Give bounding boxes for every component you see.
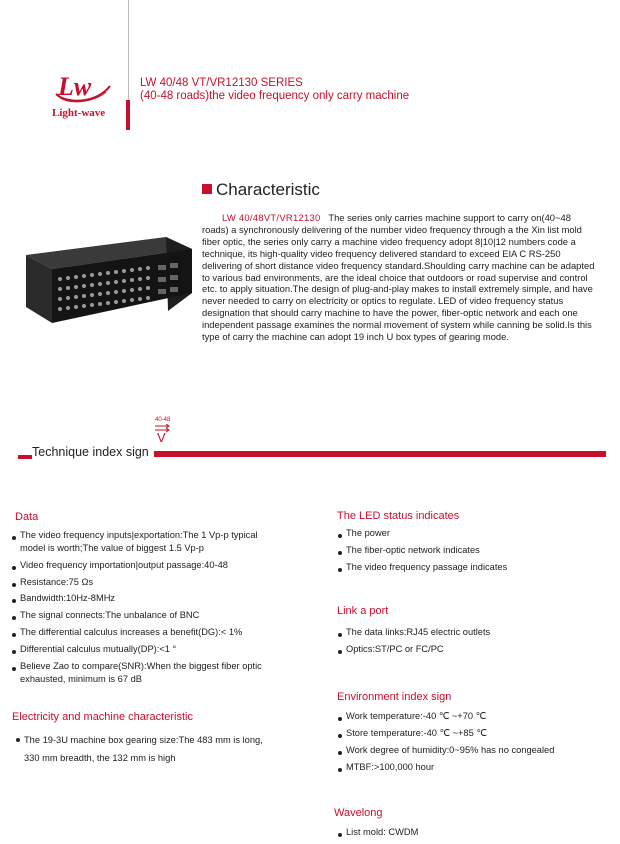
list-item: The 19-3U machine box gearing size:The 483 mm is long, 330 mm breadth, the 132 mm is high <box>16 731 306 767</box>
square-bullet-icon <box>202 184 212 194</box>
electricity-list <box>16 731 306 767</box>
list-item-continuation: model is worth;The value of biggest 1.5 Vp-p <box>20 543 204 553</box>
list-item: The differential calculus increases a benefit(DG):< 1% <box>12 626 302 639</box>
logo-name: Light-wave <box>52 107 106 119</box>
characteristic-heading <box>202 180 320 200</box>
list-item: Work degree of humidity:0~95% has no congealed <box>338 744 608 757</box>
wavelong-heading: Wavelong <box>334 807 383 819</box>
list-item-continuation: 330 mm breadth, the 132 mm is high <box>24 753 176 763</box>
list-item: The video frequency passage indicates <box>338 561 608 574</box>
list-item: The video frequency inputs|exportation:The 1 Vp-p typical model is worth;The value of biggest 1.5 Vp-p <box>12 529 302 555</box>
list-item: Believe Zao to compare(SNR):When the biggest fiber optic exhausted, minimum is 67 dB <box>12 660 302 686</box>
description-text: The series only carries machine support to carry on(40~48 roads) a synchronously delivering of the number video frequency through a the Xin list mold fiber optic, the series only carry a machine video frequency adopt 8|10|12 numbers code a technique, its high-quality video frequency delivered standard to exceed EIA C RS-250 delivering of short distance video frequency standard.Shoulding carry machine can be adapted to various bad environments, are the ideal choice that outdoors or road supervise and control etc. to apply situation.The design of plug-and-play makes to install extremely simple, and have never needed to carry on electricity or optics to regulate. LED of video frequency status designation that should carry machine to have the power, fiber-optic network and each one independent passage examines the normal movement of system while canning be solid.Is this type of carry the machine can adopt 19 inch U box types of gearing mode. <box>202 212 595 343</box>
list-item: The signal connects:The unbalance of BNC <box>12 609 302 622</box>
electricity-heading: Electricity and machine characteristic <box>12 711 193 723</box>
list-item: Optics:ST/PC or FC/PC <box>338 643 608 656</box>
list-item: Resistance:75 Ωs <box>12 576 302 589</box>
list-item: The fiber-optic network indicates <box>338 544 608 557</box>
title-line-2: (40-48 roads)the video frequency only carry machine <box>140 90 410 102</box>
list-item: Bandwidth:10Hz-8MHz <box>12 592 302 605</box>
arrow-letter: V <box>157 430 166 445</box>
wavelong-list <box>338 826 608 843</box>
characteristic-heading-text: Characteristic <box>216 180 320 199</box>
led-heading: The LED status indicates <box>337 510 460 522</box>
list-item: MTBF:>100,000 hour <box>338 761 608 774</box>
characteristic-description <box>202 212 600 343</box>
environment-heading: Environment index sign <box>337 691 452 703</box>
led-list <box>338 527 608 578</box>
logo-script: Lw <box>58 72 92 101</box>
list-item: Video frequency importation|output passage:40-48 <box>12 559 302 572</box>
list-item: Differential calculus mutually(DP):<1 ° <box>12 643 302 656</box>
page-title <box>140 77 409 103</box>
light-wave-logo <box>52 72 112 122</box>
data-list <box>12 529 302 689</box>
model-number: LW 40/48VT/VR12130 <box>222 212 321 223</box>
technique-bar-right <box>154 451 606 457</box>
list-item-continuation: exhausted, minimum is 67 dB <box>20 673 142 684</box>
title-line-1: LW 40/48 VT/VR12130 SERIES <box>140 77 303 89</box>
technique-heading: Technique index sign <box>32 445 149 459</box>
product-image <box>16 235 194 325</box>
port-heading: Link a port <box>337 605 389 617</box>
divider-line <box>128 0 129 100</box>
list-item: The data links:RJ45 electric outlets <box>338 626 608 639</box>
data-heading: Data <box>15 511 39 523</box>
environment-list <box>338 710 608 778</box>
list-item: List mold: CWDM <box>338 826 608 839</box>
arrow-label: 40-48 <box>155 417 171 423</box>
list-item: The power <box>338 527 608 540</box>
list-item: Store temperature:-40 ℃ ~+85 ℃ <box>338 727 608 740</box>
port-list <box>338 626 608 660</box>
list-item: Work temperature:-40 ℃ ~+70 ℃ <box>338 710 608 723</box>
technique-bar-left <box>18 455 32 459</box>
accent-bar <box>126 100 130 130</box>
